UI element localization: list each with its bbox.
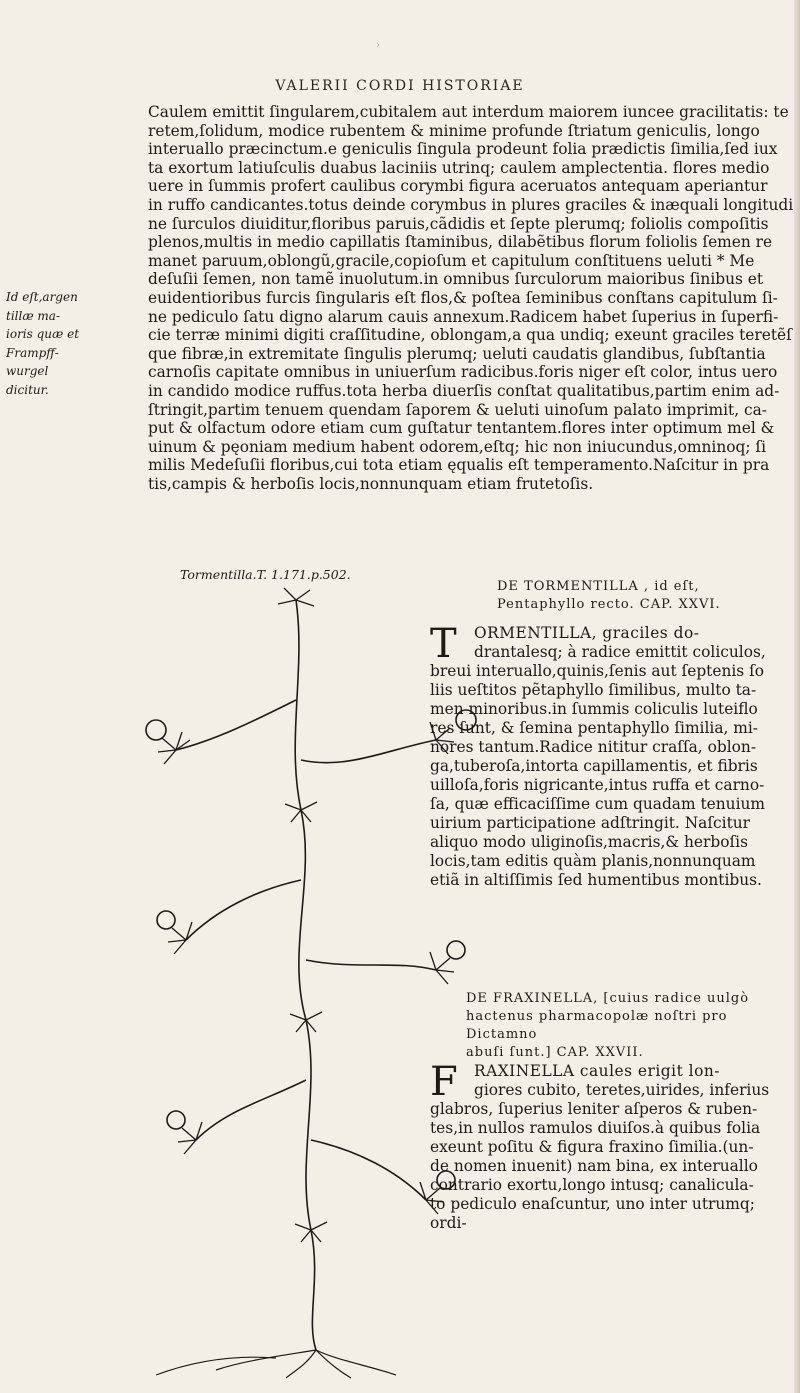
text-line: giores cubito, teretes,uirides, inferius [474,1081,770,1099]
text-line: Caulem emittit ſingularem,cubitalem aut interdum maiorem iuncee gracilitatis: te [148,103,789,121]
chapter-27-title: DE FRAXINELLA, [cuius radice uulgò [466,991,750,1006]
text-line: plenos,multis in medio capillatis ſtaminibus, dilabẽtibus florum foliolis ſemen re [148,233,773,252]
text-line: glabros, ſuperius leniter aſperos & ruben- [430,1100,758,1118]
text-line: de nomen inuenit) nam bina, ex interuallo [430,1157,758,1175]
text-line: ioris quæ et [6,327,80,342]
text-line: ne ſurculos diuiditur,floribus paruis,cãdidis et ſepte plerumq; foliolis compoſitis [148,214,769,233]
text-line: ſa, quæ efficaciſſime cum quadam tenuium [430,795,766,813]
text-line: retem,ſolidum, modice rubentem & minime profunde ſtriatum geniculis, longo [148,121,760,140]
text-line: uere in ſummis profert caulibus corymbi figura aceruatos antequam aperiantur [148,177,768,196]
leaf-cluster [158,588,454,1242]
chapter-27-subtitle-2: abuſi ſunt.] CAP. XXVII. [466,1045,644,1060]
chapter-27-heading [466,990,786,1062]
chapter-26-lines [430,643,794,890]
chapter-26-subtitle: Pentaphyllo recto. CAP. XXVI. [497,597,721,612]
text-line: wurgel [6,364,49,379]
text-line: Frampff- [6,345,59,360]
text-line: que fibræ,in extremitate ſingulis plerumq; ueluti caudatis glandibus, ſubſtantia [148,344,766,363]
text-line: etiã in altiſſimis ſed humentibus montibus. [430,871,762,889]
text-line: drantalesq; à radice emittit coliculos, [474,643,766,661]
text-line: breui interuallo,quinis,ſenis aut ſeptenis ſo [430,662,765,680]
text-line: ne pediculo ſatu digno alarum cauis annexum.Radicem habet ſuperius in ſuperfi- [148,307,779,326]
text-line: interuallo præcinctum.e geniculis ſingula prodeunt folia prædictis ſimilia,ſed iux [148,140,778,159]
chapter-26-body [430,621,794,890]
page-edge [794,0,800,1393]
text-line: men minoribus.in ſummis coliculis luteiflo [430,700,758,718]
text-line: Id eſt,argen [6,290,78,304]
flower-heads [146,710,476,1189]
chapter-27-lines [430,1081,794,1233]
text-line: tis,campis & herboſis locis,nonnunquam etiam frutetoſis. [148,474,594,493]
text-line: ga,tuberoſa,intorta capillamentis, et fibris [430,757,758,775]
text-line: exeunt poſitu & figura fraxino ſimilia.(un- [430,1138,754,1156]
text-line: euidentioribus furcis ſingularis eſt flos,& poſtea ſeminibus conſtans capitulum ſi- [148,288,778,307]
running-head: VALERII CORDI HISTORIAE [275,78,525,94]
text-line: to pediculo enaſcuntur, uno inter utrumq; [430,1195,755,1213]
chapter-26-first-line: ORMENTILLA, graciles do- [474,624,700,642]
text-line: manet paruum,oblongũ,gracile,copioſum et capitulum conſtituens ueluti * Me [148,251,755,270]
text-line: ta exortum latiuſculis duabus laciniis utrinq; caulem amplectentia. flores medio [148,158,770,177]
figure-caption: Tormentilla.T. 1.171.p.502. [180,567,351,582]
text-line: deſuſii ſemen, non tamẽ inuolutum.in omnibus ſurculorum maioribus ſinibus et [148,270,764,289]
text-line: in ruffo candicantes.totus deinde corymbus in plures graciles & inæquali longitudi [148,195,793,214]
text-line: tes,in nullos ramulos diuiſos.à quibus folia [430,1119,761,1137]
text-line: in candido modice ruffus.tota herba diuerſis conſtat qualitatibus,partim enim ad- [148,381,780,400]
text-line: nores tantum.Radice nititur craſſa, oblon- [430,738,757,756]
text-line: res ſunt, & ſemina pentaphyllo ſimilia, mi- [430,719,758,737]
text-line: ſtringit,partim tenuem quendam ſaporem & ueluti uinoſum palato imprimit, ca- [148,400,768,419]
chapter-27-dropcap: F [430,1059,458,1105]
root-mass [156,1350,396,1378]
text-line: ordi- [430,1214,467,1232]
chapter-26-title: DE TORMENTILLA , id eſt, [497,579,700,594]
main-stem [295,600,316,1350]
text-line: milis Medeſuſii floribus,cui tota etiam ęqualis eſt temperamento.Naſcitur in pra [148,456,770,475]
text-line: put & olfactum odore etiam cum guſtatur tentantem.flores inter optimum mel & [148,419,775,438]
chapter-27-subtitle: hactenus pharmacopolæ noſtri pro Dictamno [466,1009,728,1042]
text-line: locis,tam editis quàm planis,nonnunquam [430,852,756,870]
text-line: uirium participatione adſtringit. Naſcitur [430,814,751,832]
chapter-27-body [430,1059,794,1233]
right-branch-2 [306,960,436,970]
chapter-26-dropcap: T [430,621,457,667]
text-line: carnoſis capitate omnibus in uniuerſum radicibus.foris niger eſt color, intus uero [148,363,778,382]
chapter-26-heading [497,578,797,614]
ink-speck: › [376,40,380,51]
text-line: uinum & pęoniam medium habent odorem,eſtq; hic non iniucundus,omninoq; ſi [148,437,767,456]
text-line: contrario exortu,longo intusq; canalicula- [430,1176,754,1194]
text-line: uilloſa,foris nigricante,intus ruffa et carno- [430,776,765,794]
right-branch [301,740,436,763]
chapter-27-first-line: RAXINELLA caules erigit lon- [474,1062,720,1080]
right-branch-3 [311,1140,426,1200]
text-line: cie terræ minimi digiti craſſitudine, oblongam,a qua undiq; exeunt graciles teretẽſ [148,326,792,345]
text-line: liis ueſtitos pẽtaphyllo ſimilibus, multo ta- [430,681,757,699]
left-branch-2 [186,880,301,940]
text-line: dicitur. [6,382,49,397]
text-line: aliquo modo uliginoſis,macris,& herboſis [430,833,748,851]
text-line: tillæ ma- [6,308,61,323]
top-paragraph [148,103,793,493]
margin-note [6,288,146,400]
left-branch [176,700,296,750]
left-branch-3 [196,1080,306,1140]
